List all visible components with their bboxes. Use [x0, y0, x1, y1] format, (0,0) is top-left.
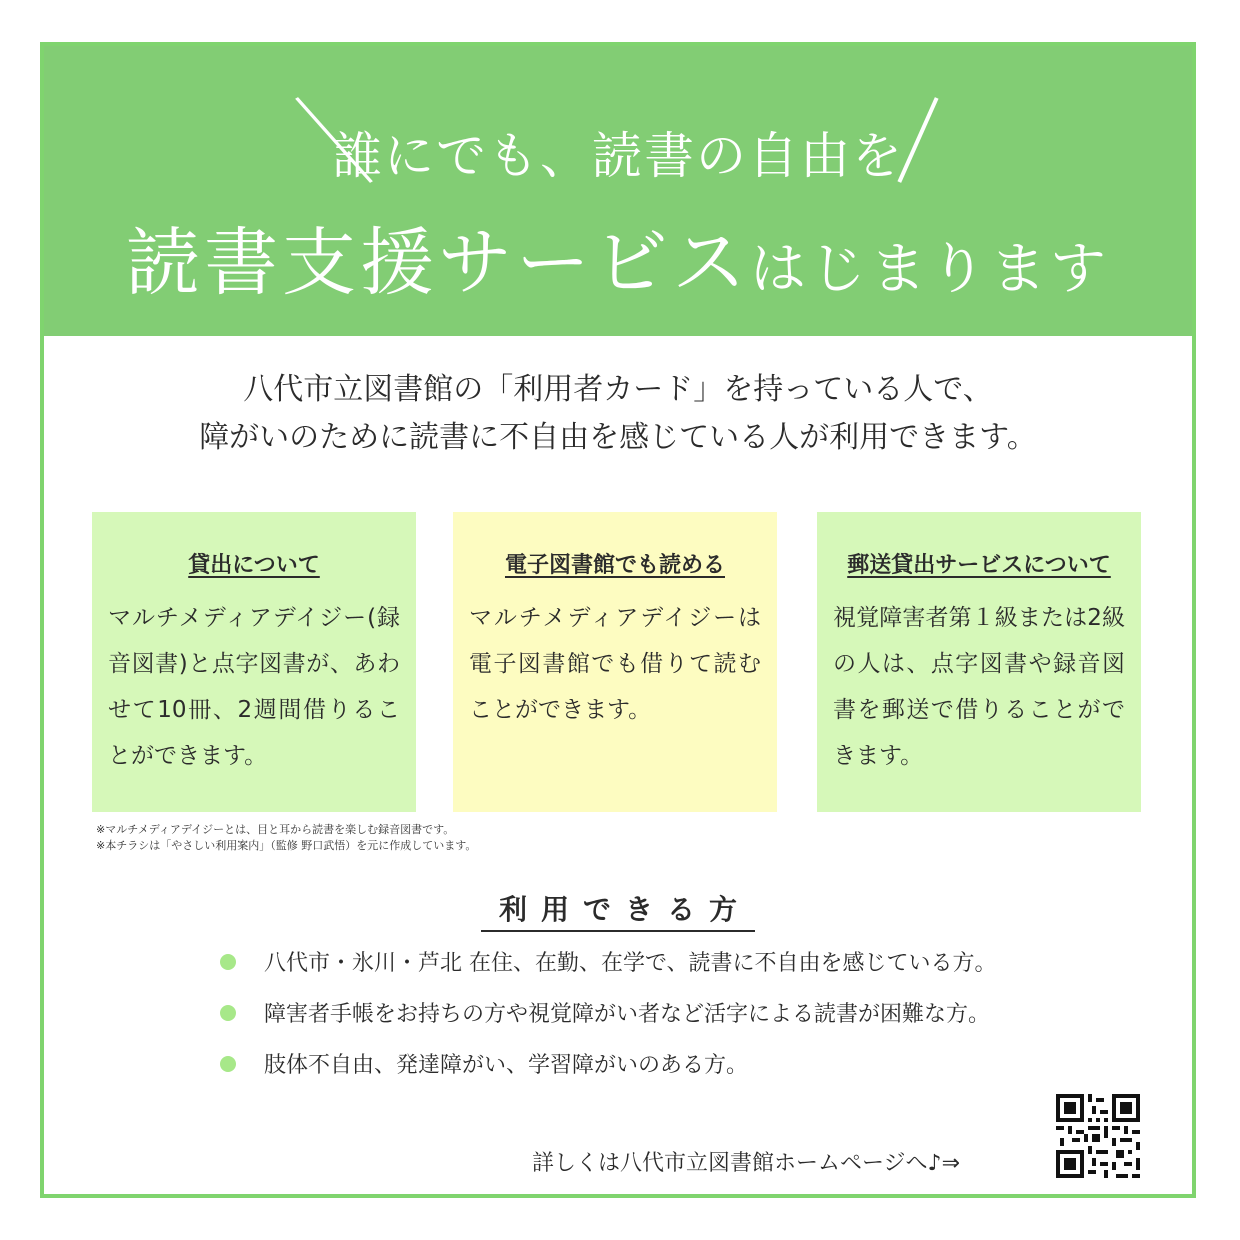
header-title-suffix: はじまります: [750, 237, 1110, 302]
bullet-dot-icon: [220, 1005, 236, 1021]
card-text: 視覚障害者第１級または2級の人は、点字図書や録音図書を郵送で借りることができます。: [833, 605, 1125, 769]
intro-text: [44, 366, 1192, 462]
homepage-link-text: 詳しくは八代市立図書館ホームページへ♪⇒: [532, 1151, 961, 1176]
card-title: 郵送貸出サービスについて: [847, 553, 1111, 578]
list-item: [220, 944, 997, 995]
flyer-frame: [40, 42, 1196, 1198]
list-item-text: 障害者手帳をお持ちの方や視覚障がい者など活字による読書が困難な方。: [264, 1002, 991, 1027]
header-title: [44, 204, 1192, 310]
bullet-dot-icon: [220, 1056, 236, 1072]
eligible-title: [44, 888, 1192, 928]
card-postal-lending: [817, 512, 1141, 812]
list-item-text: 八代市・氷川・芦北 在住、在勤、在学で、読書に不自由を感じている方。: [264, 951, 997, 976]
list-item: [220, 995, 997, 1046]
list-item-text: 肢体不自由、発達障がい、学習障がいのある方。: [264, 1053, 749, 1078]
list-item: [220, 1046, 997, 1097]
qr-code-icon[interactable]: [1056, 1094, 1140, 1178]
footnotes: [96, 822, 476, 854]
card-text: マルチメディアデイジー(録音図書)と点字図書が、あわせて10冊、2週間借りることができます。: [108, 605, 400, 769]
eligible-title-text: 利用できる方: [481, 893, 755, 932]
footnote: ※本チラシは「やさしい利用案内」（監修 野口武悟）を元に作成しています。: [96, 839, 477, 852]
footnote: ※マルチメディアデイジーとは、目と耳から読書を楽しむ録音図書です。: [96, 823, 455, 836]
intro-line: 障がいのために読書に不自由を感じている人が利用できます。: [199, 420, 1037, 455]
card-lending: [92, 512, 416, 812]
card-title: 貸出について: [188, 553, 320, 578]
header-title-main: 読書支援サービス: [126, 220, 750, 306]
card-e-library: [453, 512, 777, 812]
card-title: 電子図書館でも読める: [504, 553, 725, 578]
bullet-dot-icon: [220, 954, 236, 970]
intro-line: 八代市立図書館の「利用者カード」を持っている人で、: [243, 372, 993, 407]
header-subtitle: 誰にでも、読書の自由を: [332, 127, 904, 185]
eligible-list: [220, 944, 997, 1097]
header-banner: [44, 46, 1192, 336]
card-text: マルチメディアデイジーは電子図書館でも借りて読むことができます。: [469, 605, 761, 723]
